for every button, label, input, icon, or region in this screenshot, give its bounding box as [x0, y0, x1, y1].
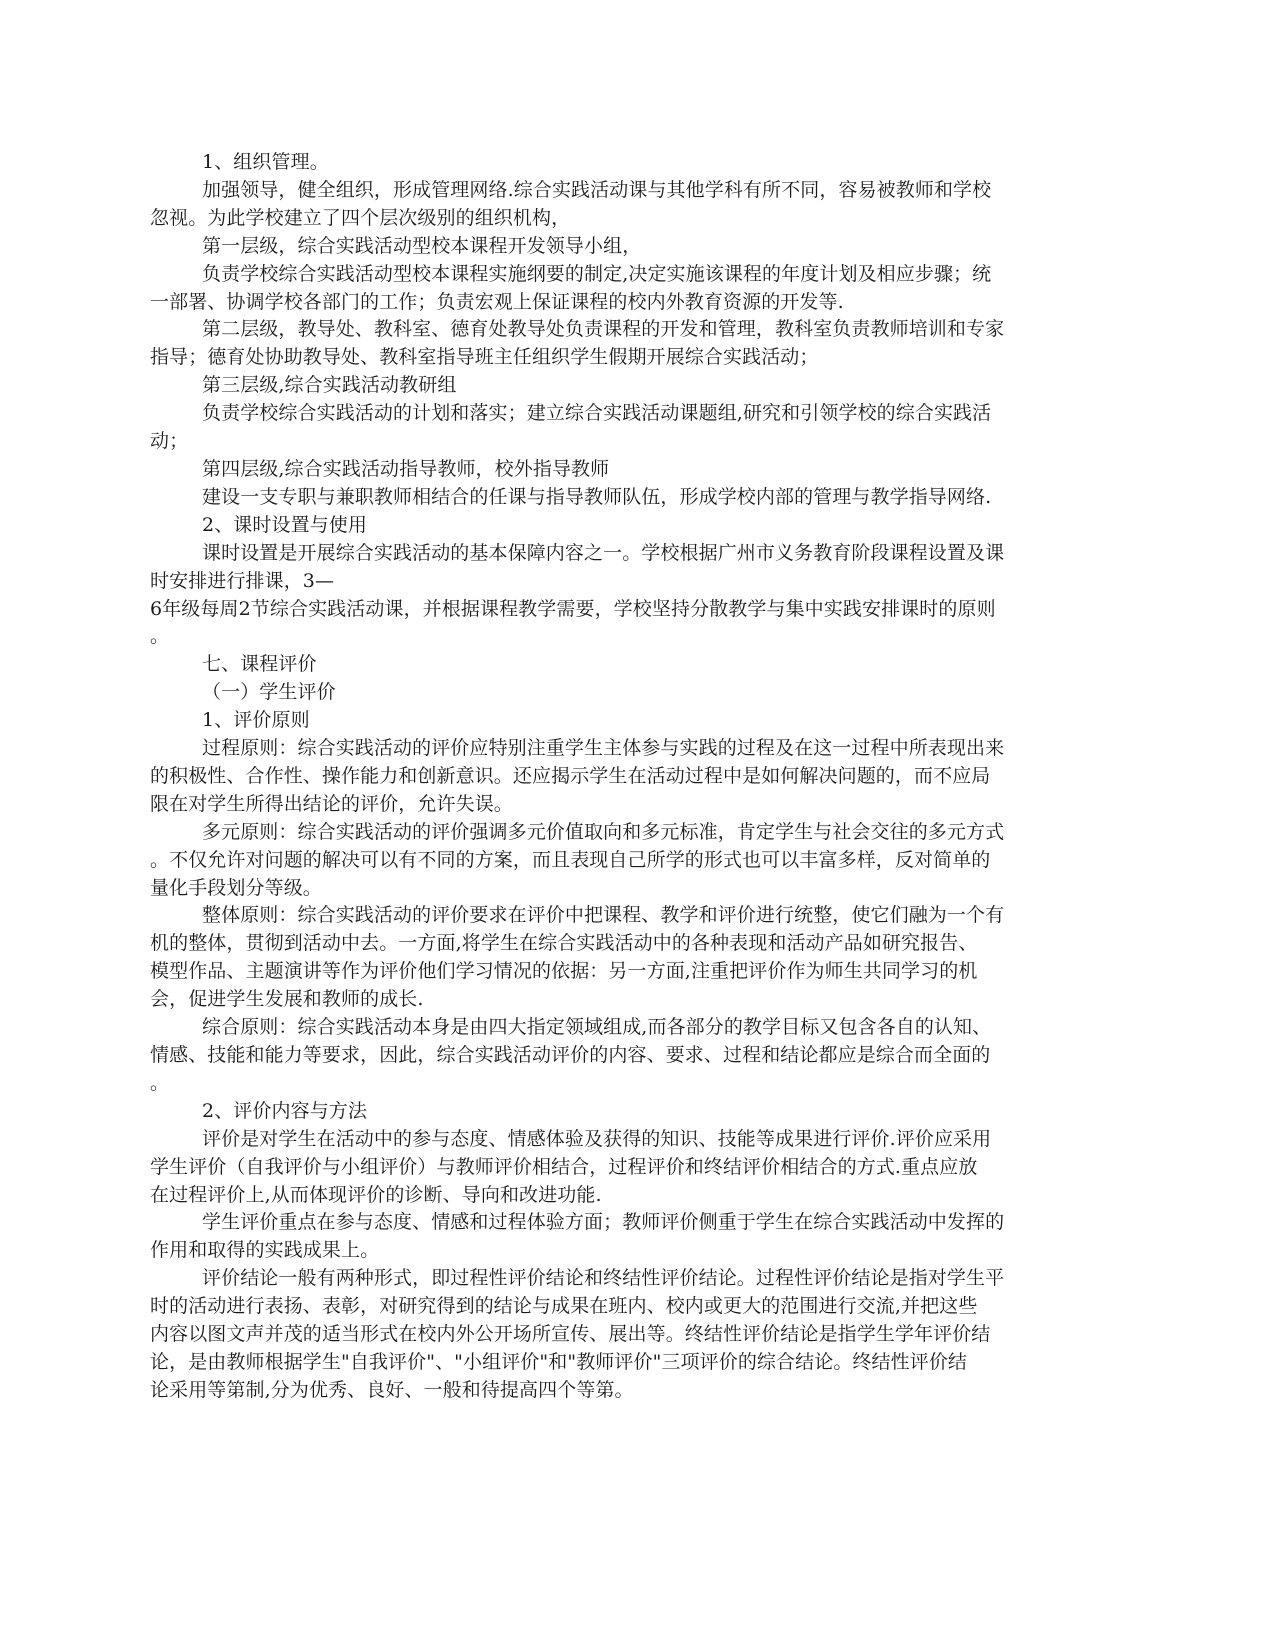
text-line: 2、课时设置与使用 — [202, 513, 367, 536]
paragraph — [150, 149, 1118, 177]
paragraph — [150, 651, 1118, 679]
paragraph — [150, 707, 1118, 735]
paragraph — [150, 902, 1118, 1014]
text-line: 在过程评价上,从而体现评价的诊断、导向和改进功能. — [150, 1183, 602, 1206]
text-line: 评价结论一般有两种形式，即过程性评价结论和终结性评价结论。过程性评价结论是指对学生平 — [202, 1267, 1005, 1290]
text-line: 2、评价内容与方法 — [202, 1099, 367, 1122]
paragraph — [150, 372, 1118, 400]
text-line: 第三层级,综合实践活动教研组 — [202, 374, 457, 397]
text-line: 多元原则：综合实践活动的评价强调多元价值取向和多元标准，肯定学生与社会交往的多元方式 — [202, 820, 1005, 843]
text-line: 负责学校综合实践活动型校本课程实施纲要的制定,决定实施该课程的年度计划及相应步骤；统 — [202, 262, 992, 285]
paragraph — [150, 261, 1118, 317]
text-line: 加强领导，健全组织，形成管理网络.综合实践活动课与其他学科有所不同，容易被教师和学校 — [202, 178, 992, 201]
text-line: 学生评价（自我评价与小组评价）与教师评价相结合，过程评价和终结评价相结合的方式.重点应放 — [150, 1155, 978, 1178]
text-line: 模型作品、主题演讲等作为评价他们学习情况的依据：另一方面,注重把评价作为师生共同学习的机 — [150, 960, 978, 983]
text-line: 学生评价重点在参与态度、情感和过程体验方面；教师评价侧重于学生在综合实践活动中发挥的 — [202, 1211, 1005, 1234]
text-line: 机的整体，贯彻到活动中去。一方面,将学生在综合实践活动中的各种表现和活动产品如研究报告、 — [150, 932, 978, 955]
text-line: 一部署、协调学校各部门的工作；负责宏观上保证课程的校内外教育资源的开发等. — [150, 290, 844, 313]
text-line: 七、课程评价 — [202, 653, 317, 676]
text-line: 建设一支专职与兼职教师相结合的任课与指导教师队伍，形成学校内部的管理与教学指导网络. — [202, 485, 992, 508]
paragraph — [150, 484, 1118, 512]
text-line: 作用和取得的实践成果上。 — [150, 1239, 380, 1262]
text-line: 动； — [150, 430, 189, 453]
paragraph — [150, 819, 1118, 903]
paragraph — [150, 1265, 1118, 1405]
text-line: 限在对学生所得出结论的评价，允许失误。 — [150, 792, 513, 815]
text-line: 指导；德育处协助教导处、教科室指导班主任组织学生假期开展综合实践活动； — [150, 346, 819, 369]
paragraph — [150, 316, 1118, 372]
paragraph — [150, 456, 1118, 484]
text-line: （一）学生评价 — [202, 681, 336, 704]
text-line: 会，促进学生发展和教师的成长. — [150, 988, 424, 1011]
text-line: 。不仅允许对问题的解决可以有不同的方案，而且表现自己所学的形式也可以丰富多样，反对简单的 — [150, 848, 991, 871]
text-line: 第二层级，教导处、教科室、德育处教导处负责课程的开发和管理，教科室负责教师培训和专家 — [202, 318, 1005, 341]
text-line: 评价是对学生在活动中的参与态度、情感体验及获得的知识、技能等成果进行评价.评价应采用 — [202, 1127, 992, 1150]
paragraph — [150, 679, 1118, 707]
document-body — [150, 149, 1118, 1405]
text-line: 量化手段划分等级。 — [150, 876, 322, 899]
text-line: 综合原则：综合实践活动本身是由四大指定领域组成,而各部分的教学目标又包含各自的认知、 — [202, 1016, 992, 1039]
text-line: 论采用等第制,分为优秀、良好、一般和待提高四个等第。 — [150, 1378, 634, 1401]
paragraph — [150, 512, 1118, 540]
text-line: 过程原则：综合实践活动的评价应特别注重学生主体参与实践的过程及在这一过程中所表现出来 — [202, 737, 1005, 760]
paragraph — [150, 540, 1118, 652]
text-line: 论，是由教师根据学生"自我评价"、"小组评价"和"教师评价"三项评价的综合结论。终结性评价结 — [150, 1350, 968, 1373]
text-line: 整体原则：综合实践活动的评价要求在评价中把课程、教学和评价进行统整，使它们融为一个有 — [202, 904, 1005, 927]
text-line: 1、组织管理。 — [202, 151, 329, 173]
paragraph — [150, 233, 1118, 261]
text-line: 时安排进行排课，3— — [150, 569, 335, 592]
paragraph — [150, 1126, 1118, 1210]
text-line: 课时设置是开展综合实践活动的基本保障内容之一。学校根据广州市义务教育阶段课程设置及课 — [202, 541, 1005, 564]
text-line: 。 — [150, 625, 170, 648]
text-line: 1、评价原则 — [202, 709, 310, 732]
text-line: 第四层级,综合实践活动指导教师，校外指导教师 — [202, 457, 610, 480]
text-line: 情感、技能和能力等要求，因此，综合实践活动评价的内容、要求、过程和结论都应是综合而全面的 — [150, 1044, 991, 1066]
paragraph — [150, 1014, 1118, 1098]
paragraph — [150, 1209, 1118, 1265]
text-line: 内容以图文声并茂的适当形式在校内外公开场所宣传、展出等。终结性评价结论是指学生学年评价结 — [150, 1323, 991, 1346]
text-line: 。 — [150, 1071, 170, 1094]
text-line: 时的活动进行表扬、表彰，对研究得到的结论与成果在班内、校内或更大的范围进行交流,并把这些 — [150, 1295, 978, 1318]
text-line: 第一层级，综合实践活动型校本课程开发领导小组， — [202, 234, 642, 257]
paragraph — [150, 735, 1118, 819]
text-line: 忽视。为此学校建立了四个层次级别的组织机构， — [150, 206, 571, 229]
paragraph — [150, 177, 1118, 233]
text-line: 负责学校综合实践活动的计划和落实；建立综合实践活动课题组,研究和引领学校的综合实践活 — [202, 402, 992, 425]
paragraph — [150, 1098, 1118, 1126]
paragraph — [150, 400, 1118, 456]
text-line: 的积极性、合作性、操作能力和创新意识。还应揭示学生在活动过程中是如何解决问题的，而不应局 — [150, 764, 991, 787]
text-line: 6年级每周2节综合实践活动课，并根据课程教学需要，学校坚持分散教学与集中实践安排课时的原则 — [150, 597, 996, 620]
